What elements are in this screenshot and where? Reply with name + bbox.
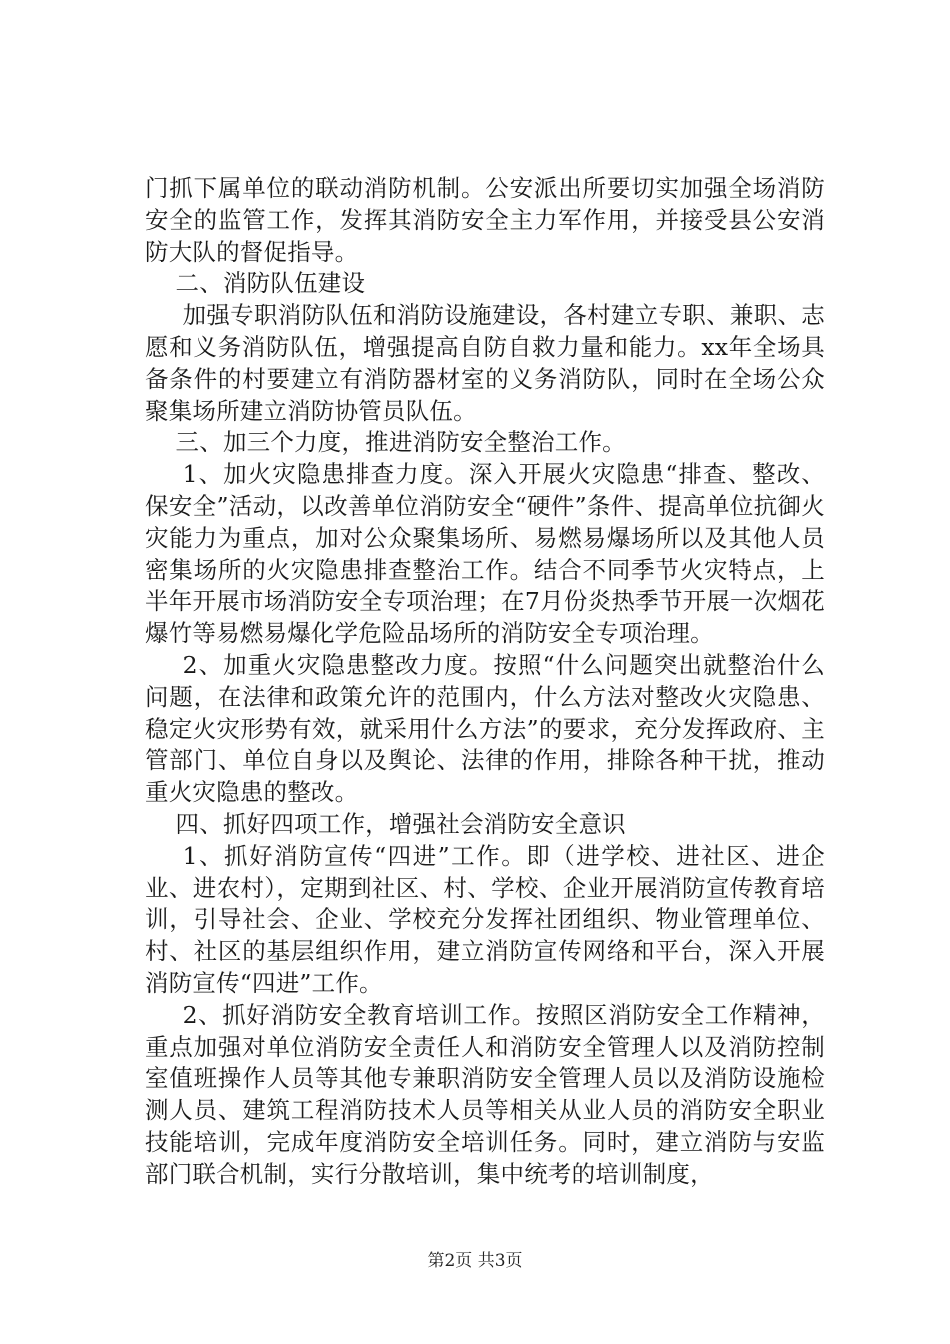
paragraph-hazard-rectification: 2、加重火灾隐患整改力度。按照“什么问题突出就整治什么问题，在法律和政策允许的范围内，什么方法对整改火灾隐患、稳定火灾形势有效，就采用什么方法”的要求，充分发挥政府、主管部门、单位自身以及舆论、法律的作用，排除各种干扰，推动重火灾隐患的整改。 [145, 650, 825, 807]
page-number-footer: 第2页 共3页 [427, 1251, 523, 1271]
paragraph-training: 2、抓好消防安全教育培训工作。按照区消防安全工作精神，重点加强对单位消防安全责任人和消防安全管理人以及消防控制室值班操作人员等其他专兼职消防安全管理人员以及消防设施检测人员、建筑工程消防技术人员等相关从业人员的消防安全职业技能培训，完成年度消防安全培训任务。同时，建立消防与安监部门联合机制，实行分散培训，集中统考的培训制度， [145, 1000, 825, 1188]
paragraph-fire-team: 加强专职消防队伍和消防设施建设，各村建立专职、兼职、志愿和义务消防队伍，增强提高自防自救力量和能力。xx年全场具备条件的村要建立有消防器材室的义务消防队，同时在全场公众聚集场所建立消防协管员队伍。 [145, 301, 825, 425]
paragraph-continuation: 门抓下属单位的联动消防机制。公安派出所要切实加强全场消防安全的监管工作，发挥其消防安全主力军作用，并接受县公安消防大队的督促指导。 [145, 174, 825, 266]
section-heading-3: 三、加三个力度，推进消防安全整治工作。 [175, 428, 626, 457]
paragraph-publicity: 1、抓好消防宣传“四进”工作。即（进学校、进社区、进企业、进农村），定期到社区、村、学校、企业开展消防宣传教育培训，引导社会、企业、学校充分发挥社团组织、物业管理单位、村、社区的基层组织作用，建立消防宣传网络和平台，深入开展消防宣传“四进”工作。 [145, 841, 825, 997]
section-heading-2: 二、消防队伍建设 [175, 269, 366, 298]
document-body [145, 173, 825, 1191]
section-heading-4: 四、抓好四项工作，增强社会消防安全意识 [175, 809, 626, 838]
paragraph-hazard-inspection: 1、加火灾隐患排查力度。深入开展火灾隐患“排查、整改、保安全”活动，以改善单位消防安全“硬件”条件、提高单位抗御火灾能力为重点，加对公众聚集场所、易燃易爆场所以及其他人员密集场所的火灾隐患排查整治工作。结合不同季节火灾特点，上半年开展市场消防安全专项治理；在7月份炎热季节开展一次烟花爆竹等易燃易爆化学危险品场所的消防安全专项治理。 [145, 460, 825, 648]
